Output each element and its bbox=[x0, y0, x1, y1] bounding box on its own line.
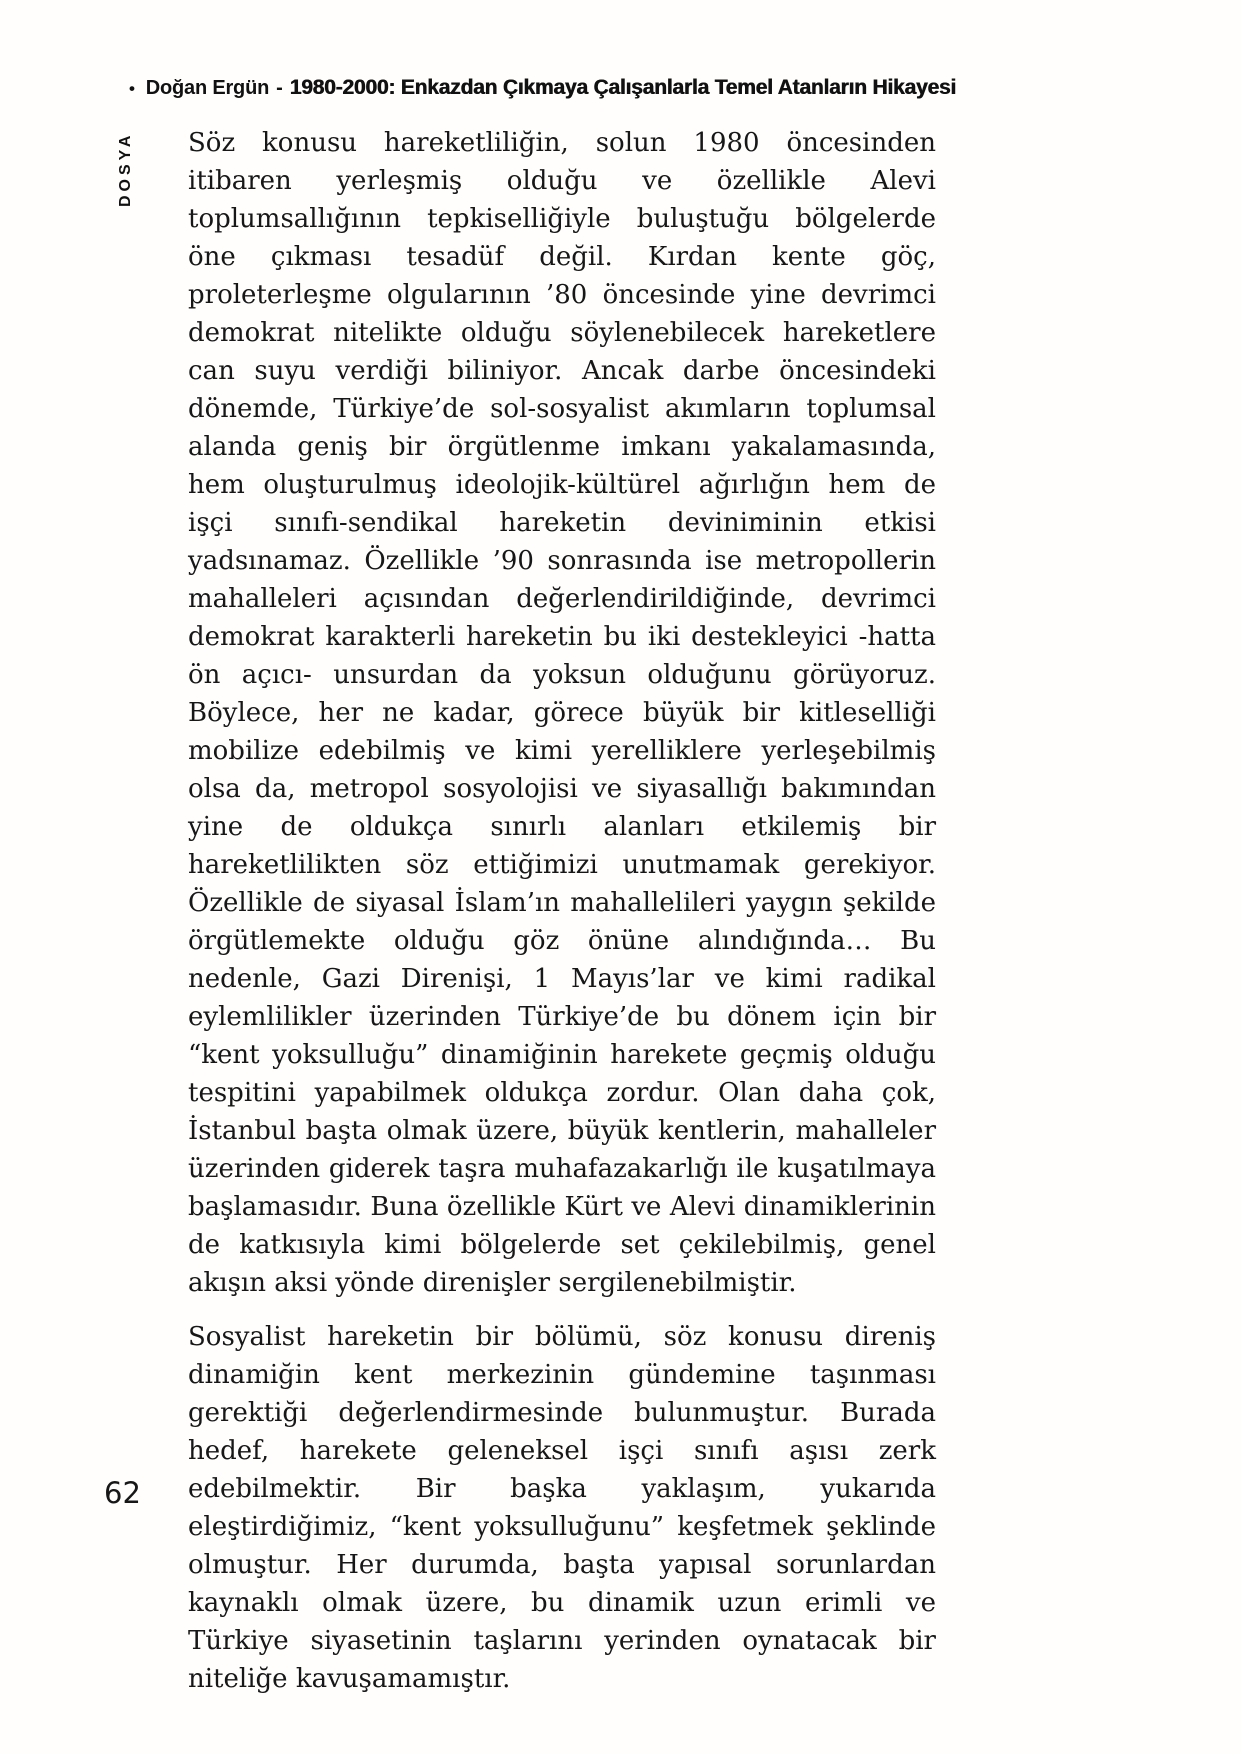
paragraph: Sosyalist hareketin bir bölümü, söz konusu direniş dinamiğin kent merkezinin gündemine taşınması gerektiği değerlendirmesinde bulunmuştur. Burada hedef, harekete geleneksel işçi sınıfı aşısı zerk edebilmektir. Bir başka yaklaşım, yukarıda eleştirdiğimiz, “kent yoksulluğunu” keşfetmek şeklinde olmuştur. Her durumda, başta yapısal sorunlardan kaynaklı olmak üzere, bu dinamik uzun erimli ve Türkiye siyasetinin taşlarını yerinden oynatacak bir niteliğe kavuşamamıştır. bbox=[188, 1322, 936, 1694]
header-article-title: 1980-2000: Enkazdan Çıkmaya Çalışanlarla Temel Atanların Hikayesi bbox=[289, 76, 956, 99]
section-label-vertical: DOSYA bbox=[117, 131, 134, 207]
article-body bbox=[188, 124, 936, 1698]
header-separator: - bbox=[276, 77, 283, 99]
running-header bbox=[129, 76, 956, 100]
page-number: 62 bbox=[104, 1476, 141, 1510]
paragraph: Söz konusu hareketliliğin, solun 1980 öncesinden itibaren yerleşmiş olduğu ve özellikle Alevi toplumsallığının tepkiselliğiyle buluştuğu bölgelerde öne çıkması tesadüf değil. Kırdan kente göç, proleterleşme olgularının ’80 öncesinde yine devrimci demokrat nitelikte olduğu söylenebilecek hareketlere can suyu verdiği biliniyor. Ancak darbe öncesindeki dönemde, Türkiye’de sol-sosyalist akımların toplumsal alanda geniş bir örgütlenme imkanı yakalamasında, hem oluşturulmuş ideolojik-kültürel ağırlığın hem de işçi sınıfı-sendikal hareketin deviniminin etkisi yadsınamaz. Özellikle ’90 sonrasında ise metropollerin mahalleleri açısından değerlendirildiğinde, devrimci demokrat karakterli hareketin bu iki destekleyici -hatta ön açıcı- unsurdan da yoksun olduğunu görüyoruz. Böylece, her ne kadar, görece büyük bir kitleselliği mobilize edebilmiş ve kimi yerelliklere yerleşebilmiş olsa da, metropol sosyolojisi ve siyasallığı bakımından yine de oldukça sınırlı alanları etkilemiş bir hareketlilikten söz ettiğimizi unutmamak gerekiyor. Özellikle de siyasal İslam’ın mahallelileri yaygın şekilde örgütlemekte olduğu göz önüne alındığında… Bu nedenle, Gazi Direnişi, 1 Mayıs’lar ve kimi radikal eylemlilikler üzerinden Türkiye’de bu dönem için bir “kent yoksulluğu” dinamiğinin harekete geçmiş olduğu tespitini yapabilmek oldukça zordur. Olan daha çok, İstanbul başta olmak üzere, büyük kentlerin, mahalleler üzerinden giderek taşra muhafazakarlığı ile kuşatılmaya başlamasıdır. Buna özellikle Kürt ve Alevi dinamiklerinin de katkısıyla kimi bölgelerde set çekilebilmiş, genel akışın aksi yönde direnişler sergilenebilmiştir. bbox=[188, 128, 936, 1298]
header-bullet-icon: • bbox=[129, 79, 135, 98]
header-author: Doğan Ergün bbox=[145, 77, 270, 99]
